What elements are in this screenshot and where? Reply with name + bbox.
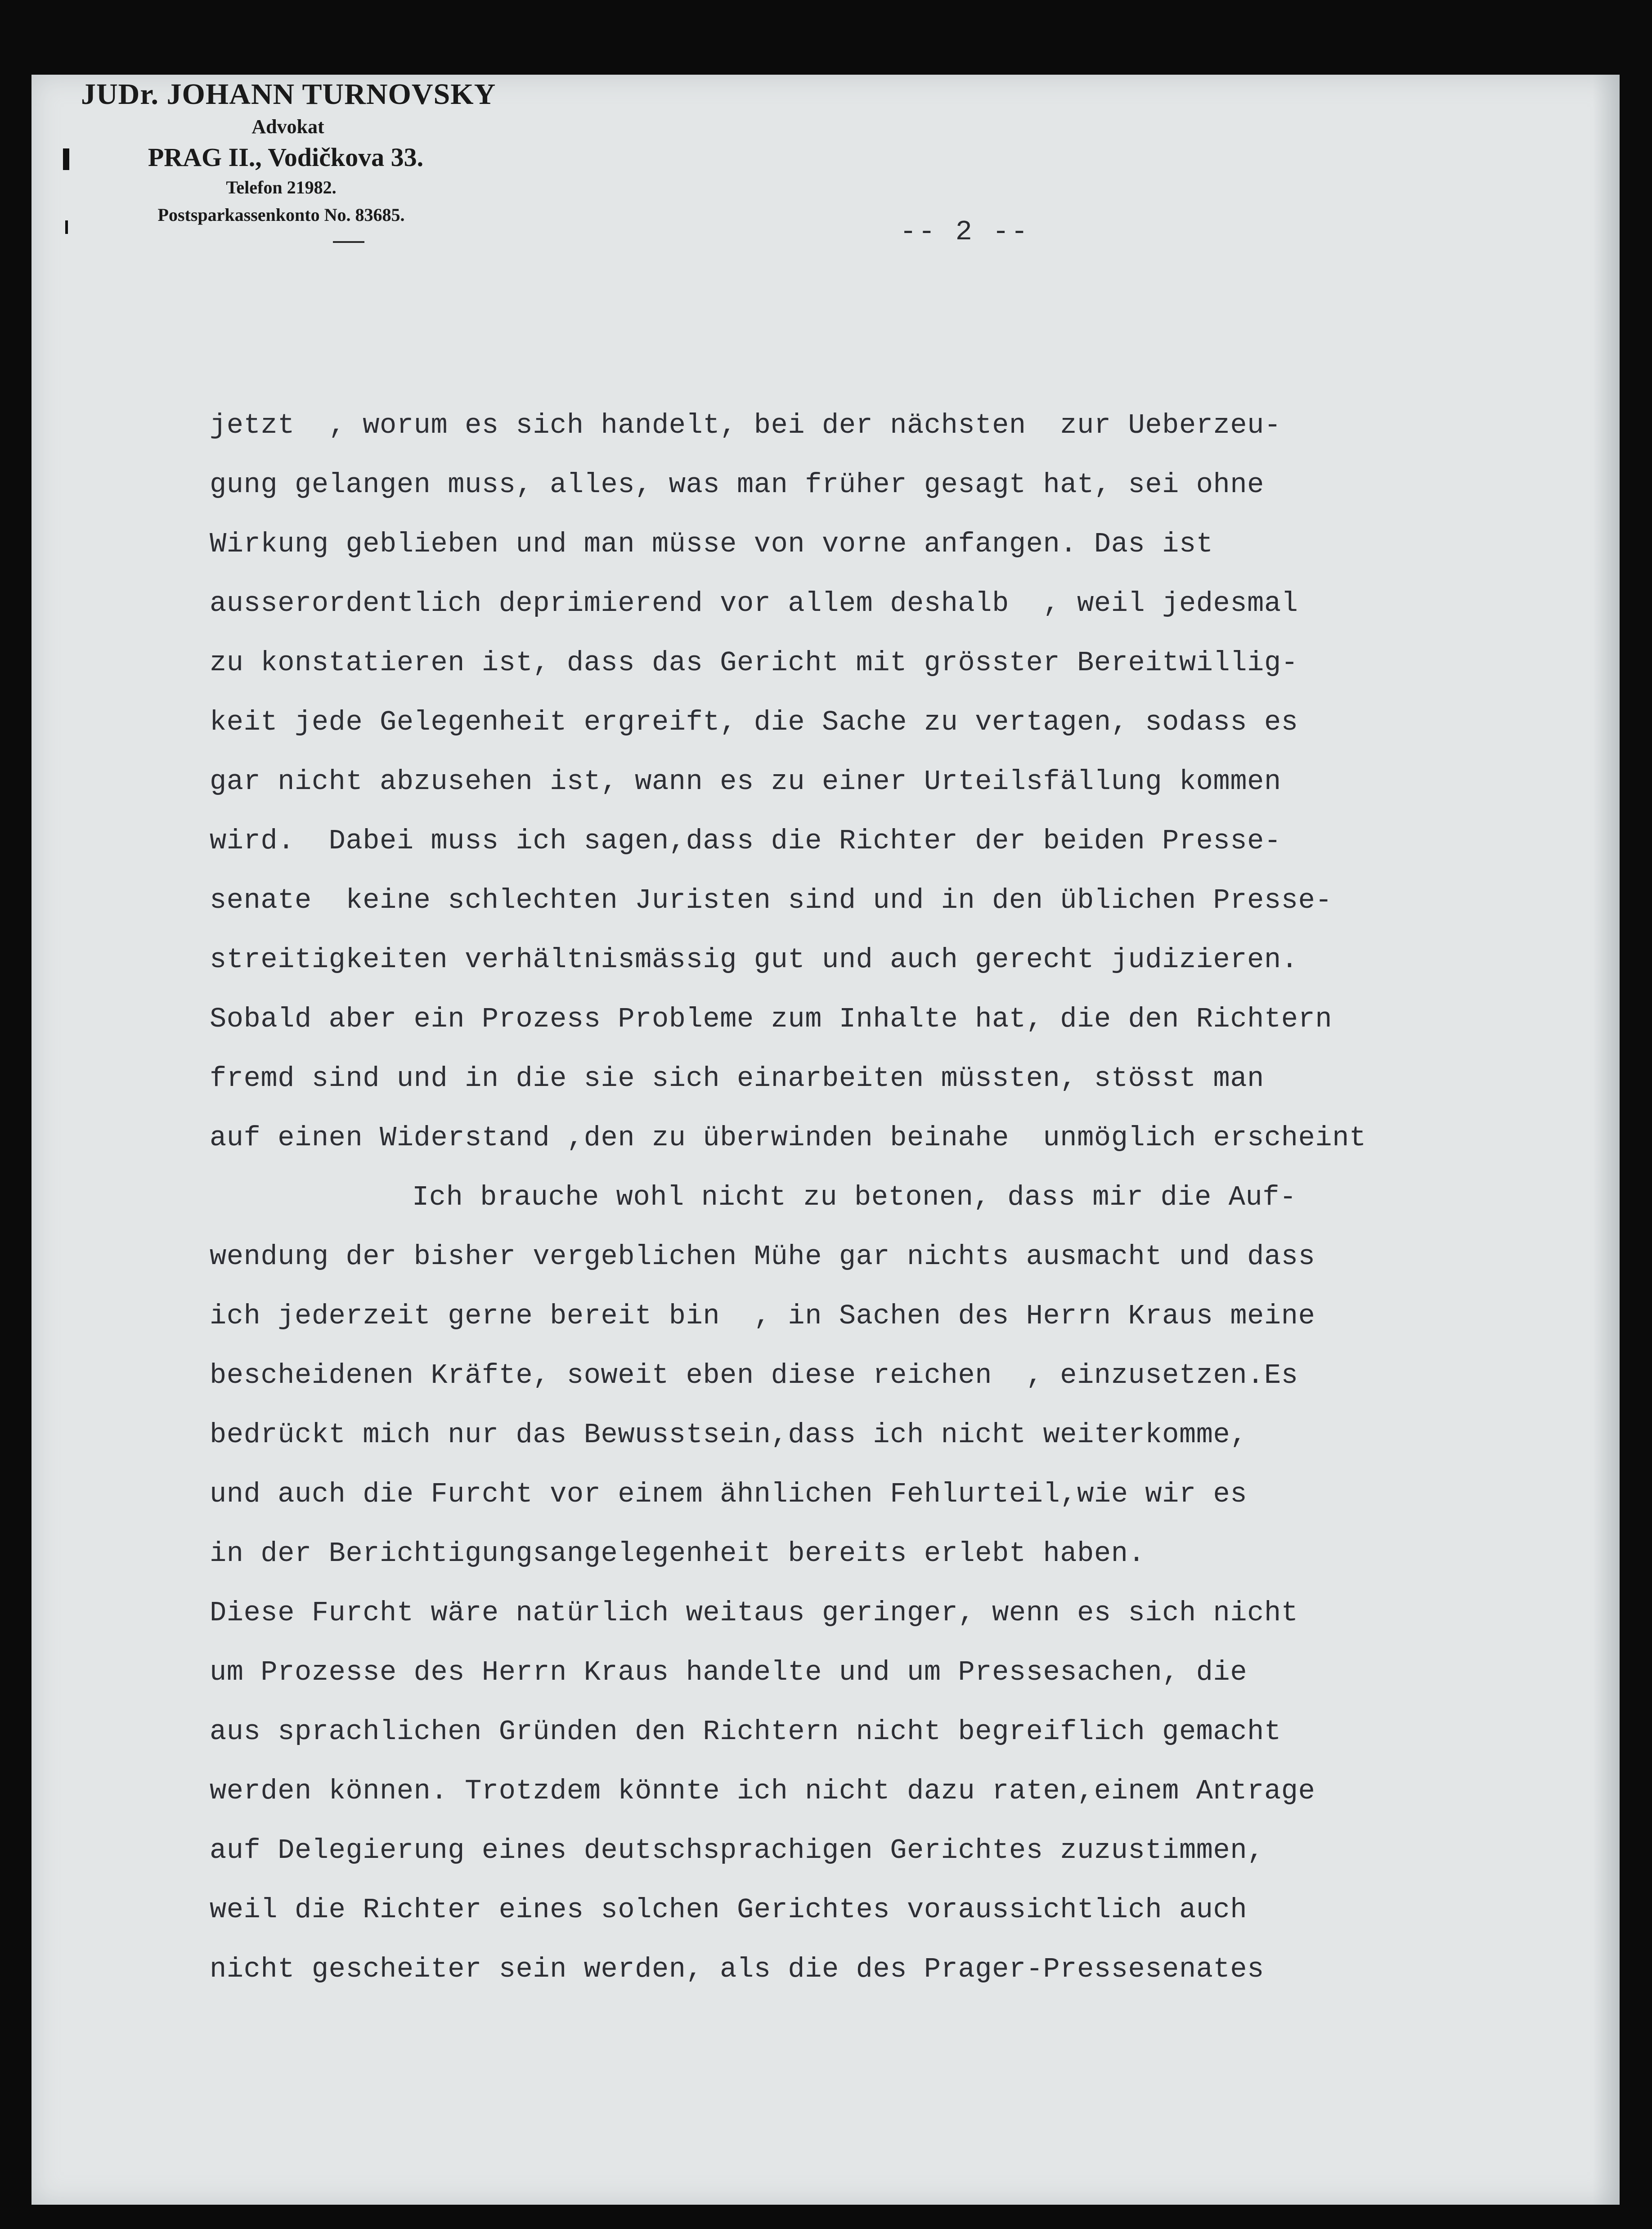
body-line: gung gelangen muss, alles, was man früher gesagt hat, sei ohne [210,469,1264,501]
body-line: auf einen Widerstand ,den zu überwinden beinahe unmöglich erscheint [210,1122,1366,1154]
body-line: werden können. Trotzdem könnte ich nicht dazu raten,einem Antrage [210,1775,1315,1807]
body-line: Wirkung geblieben und man müsse von vorne anfangen. Das ist [210,528,1213,560]
letterhead-account: Postsparkassenkonto No. 83685. [157,205,405,225]
letterhead-address: PRAG II., Vodičkova 33. [148,143,424,172]
body-line: Diese Furcht wäre natürlich weitaus geringer, wenn es sich nicht [210,1597,1298,1629]
body-line: gar nicht abzusehen ist, wann es zu einer Urteilsfällung kommen [210,766,1281,798]
letterhead-phone: Telefon 21982. [226,177,337,197]
letterhead-name: JUDr. JOHANN TURNOVSKY [81,78,496,111]
body-line: um Prozesse des Herrn Kraus handelte und um Pressesachen, die [210,1656,1248,1688]
letterhead [81,76,522,243]
body-line: bedrückt mich nur das Bewusstsein,dass ich nicht weiterkomme, [210,1419,1248,1451]
body-line: aus sprachlichen Gründen den Richtern nicht begreiflich gemacht [210,1716,1281,1748]
paper-edge-shadow [1593,75,1620,2205]
body-line: Sobald aber ein Prozess Probleme zum Inhalte hat, die den Richtern [210,1003,1333,1035]
body-line: fremd sind und in die sie sich einarbeiten müssten, stösst man [210,1063,1264,1094]
letter-body [210,396,1559,1999]
body-line: streitigkeiten verhältnismässig gut und auch gerecht judizieren. [210,944,1298,976]
body-line: ich jederzeit gerne bereit bin , in Sachen des Herrn Kraus meine [210,1300,1315,1332]
body-line: und auch die Furcht vor einem ähnlichen Fehlurteil,wie wir es [210,1478,1248,1510]
body-line: weil die Richter eines solchen Gerichtes voraussichtlich auch [210,1894,1248,1926]
body-line: jetzt , worum es sich handelt, bei der nächsten zur Ueberzeu- [210,409,1281,441]
letterhead-title: Advokat [251,116,324,138]
body-line: zu konstatieren ist, dass das Gericht mit grösster Bereitwillig- [210,647,1298,679]
body-line: senate keine schlechten Juristen sind und in den üblichen Presse- [210,884,1333,916]
body-line: nicht gescheiter sein werden, als die des Prager-Pressesenates [210,1953,1264,1985]
body-line: keit jede Gelegenheit ergreift, die Sache zu vertagen, sodass es [210,706,1298,738]
body-line: in der Berichtigungsangelegenheit bereits erlebt haben. [210,1538,1145,1570]
body-line: wendung der bisher vergeblichen Mühe gar nichts ausmacht und dass [210,1241,1315,1273]
letterhead-divider [333,241,364,243]
body-line-indented: Ich brauche wohl nicht zu betonen, dass mir die Auf- [412,1181,1297,1213]
page-number: -- 2 -- [900,216,1030,248]
body-line: ausserordentlich deprimierend vor allem deshalb , weil jedesmal [210,588,1298,619]
body-line: auf Delegierung eines deutschsprachigen Gerichtes zuzustimmen, [210,1834,1264,1866]
body-line: wird. Dabei muss ich sagen,dass die Richter der beiden Presse- [210,825,1281,857]
body-line: bescheidenen Kräfte, soweit eben diese reichen , einzusetzen.Es [210,1359,1298,1391]
